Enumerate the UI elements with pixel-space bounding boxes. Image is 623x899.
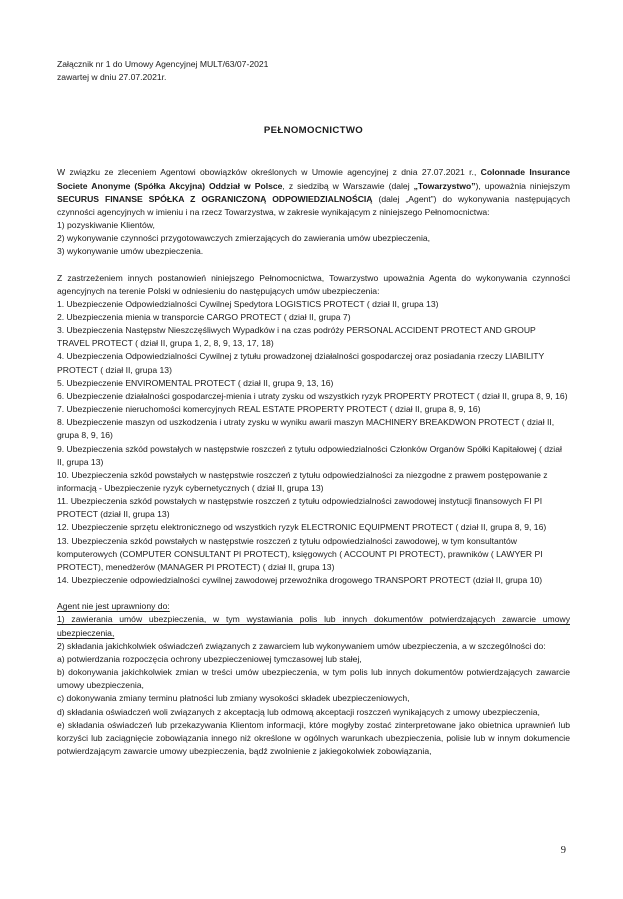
intro-body bbox=[57, 166, 570, 219]
intro-seg-4: (dalej „Agent”) do wykonywania następujących czynności agencyjnych w imieniu i na rzecz Towarzystwa, w zakresie wynikającym z niniejszego Pełnomocnictwa: bbox=[57, 193, 570, 217]
intro-seg-2: , z siedzibą w Warszawie (dalej bbox=[282, 180, 414, 191]
scope-item: 8. Ubezpieczenie maszyn od uszkodzenia i utraty zysku w wyniku awarii maszyn MACHINERY BREAKDWON PROTECT ( dział II, grupa 8, 9, 16) bbox=[57, 417, 555, 441]
document-header bbox=[57, 58, 570, 84]
intro-seg-1: W związku ze zleceniem Agentowi obowiązków określonych w Umowie agencyjnej z dnia 27.07.2021 r., bbox=[57, 167, 481, 178]
scope-item: 5. Ubezpieczenie ENVIROMENTAL PROTECT ( dział II, grupa 9, 13, 16) bbox=[57, 377, 334, 388]
intro-item-2: 2) wykonywanie czynności przygotowawczych zmierzających do zawierania umów ubezpieczenia, bbox=[57, 233, 431, 244]
page-number: 9 bbox=[560, 845, 566, 856]
scope-item: 10. Ubezpieczenia szkód powstałych w następstwie roszczeń z tytułu odpowiedzialności za niezgodne z prawem postępowanie z informacją - Ubezpieczenie ryzyk cybernetycznych ( dział II, grupa 13) bbox=[57, 469, 548, 493]
restrictions-heading-text: Agent nie jest uprawniony do: bbox=[57, 601, 170, 612]
party-colonnade: Colonnade Insurance Societe Anonyme (Spółka Akcyjna) Oddział w Polsce bbox=[57, 167, 570, 191]
scope-item: 7. Ubezpieczenie nieruchomości komercyjnych REAL ESTATE PROPERTY PROTECT ( dział II, grupa 8, 9, 16) bbox=[57, 404, 481, 415]
restrictions-paragraph bbox=[57, 600, 570, 758]
restrictions-item-1-text: 1) zawierania umów ubezpieczenia, w tym wystawiania polis lub innych dokumentów potwierdzających zawarcie umowy ubezpieczenia, bbox=[57, 614, 570, 638]
restrictions-item-2: 2) składania jakichkolwiek oświadczeń związanych z zawarciem lub wykonywaniem umów ubezpieczenia, a w szczególności do: bbox=[57, 640, 546, 651]
header-line-1: Załącznik nr 1 do Umowy Agencyjnej MULT/63/07-2021 bbox=[57, 59, 269, 69]
term-towarzystwo: „Towarzystwo” bbox=[413, 180, 476, 191]
intro-item-3: 3) wykonywanie umów ubezpieczenia. bbox=[57, 246, 204, 257]
intro-paragraph bbox=[57, 166, 570, 258]
header-line-2: zawartej w dniu 27.07.2021r. bbox=[57, 72, 167, 83]
scope-paragraph bbox=[57, 272, 570, 588]
scope-lead: Z zastrzeżeniem innych postanowień niniejszego Pełnomocnictwa, Towarzystwo upoważnia Agenta do wykonywania czynności agencyjnych na terenie Polski w odniesieniu do następujących umów ubezpieczenia: bbox=[57, 272, 570, 296]
scope-item: 12. Ubezpieczenie sprzętu elektronicznego od wszystkich ryzyk ELECTRONIC EQUIPMENT PROTECT ( dział II, grupa 8, 9, 16) bbox=[57, 522, 547, 533]
scope-item: 3. Ubezpieczenia Następstw Nieszczęśliwych Wypadków i na czas podróży PERSONAL ACCIDENT PROTECT AND GROUP TRAVEL PROTECT ( dział II, grupa 1, 2, 8, 9, 13, 17, 18) bbox=[57, 325, 536, 349]
scope-item: 13. Ubezpieczenia szkód powstałych w następstwie roszczeń z tytułu odpowiedzialności zawodowej, w tym konsultantów komputerowych (COMPUTER CONSULTANT PI PROTECT), księgowych ( ACCOUNT PI PROTECT), prawników ( LAWYER PI PROTECT), menedżerów (MANAGER PI PROTECT) ( dział II, grupa 13) bbox=[57, 535, 543, 572]
scope-item: 2. Ubezpieczenia mienia w transporcie CARGO PROTECT ( dział II, grupa 7) bbox=[57, 311, 351, 322]
scope-item: 14. Ubezpieczenie odpowiedzialności cywilnej zawodowej przewoźnika drogowego TRANSPORT PROTECT (dział II, grupa 10) bbox=[57, 575, 543, 586]
restrictions-subitem-d: d) składania oświadczeń woli związanych z akceptacją lub odmową akceptacji roszczeń wynikających z umowy ubezpieczenia, bbox=[57, 706, 540, 717]
restrictions-subitem-c: c) dokonywania zmiany terminu płatności lub zmiany wysokości składek ubezpieczeniowych, bbox=[57, 693, 410, 704]
scope-item: 6. Ubezpieczenie działalności gospodarczej-mienia i utraty zysku od wszystkich ryzyk PROPERTY PROTECT ( dział II, grupa 8, 9, 16) bbox=[57, 390, 568, 401]
restrictions-item-1 bbox=[57, 613, 570, 639]
party-securus: SECURUS FINANSE SPÓŁKA Z OGRANICZONĄ ODPOWIEDZIALNOŚCIĄ bbox=[57, 193, 373, 204]
scope-item: 11. Ubezpieczenia szkód powstałych w następstwie roszczeń z tytułu odpowiedzialności zawodowej instytucji finansowych FI PI PROTECT (dział II, grupa 13) bbox=[57, 496, 543, 520]
scope-item: 4. Ubezpieczenia Odpowiedzialności Cywilnej z tytułu prowadzonej działalności gospodarczej oraz posiadania rzeczy LIABILITY PROTECT ( dział II, grupa 13) bbox=[57, 351, 545, 375]
restrictions-subitem-b: b) dokonywania jakichkolwiek zmian w treści umów ubezpieczenia, w tym polis lub innych dokumentów potwierdzających zawarcie umowy ubezpieczenia, bbox=[57, 667, 570, 691]
intro-seg-3: ), upoważnia niniejszym bbox=[475, 180, 570, 191]
scope-item: 9. Ubezpieczenia szkód powstałych w następstwie roszczeń z tytułu odpowiedzialności Członków Organów Spółki Kapitałowej ( dział II, grupa 13) bbox=[57, 443, 562, 467]
restrictions-subitem-e: e) składania oświadczeń lub przekazywania Klientom informacji, które mogłyby zostać zinterpretowane jako obietnica uprawnień lub korzyści lub zaciągnięcie zobowiązania innego niż określone w ogólnych warunkach ubezpieczenia, polisie lub w innym dokumencie potwierdzającym zawarcie umowy ubezpieczenia, bądź zwolnienie z jakiegokolwiek zobowiązania, bbox=[57, 719, 570, 756]
page-title: PEŁNOMOCNICTWO bbox=[263, 125, 364, 137]
scope-item: 1. Ubezpieczenie Odpowiedzialności Cywilnej Spedytora LOGISTICS PROTECT ( dział II, grupa 13) bbox=[57, 298, 439, 309]
restrictions-heading bbox=[57, 600, 570, 613]
restrictions-subitem-a: a) potwierdzania rozpoczęcia ochrony ubezpieczeniowej tymczasowej lub stałej, bbox=[57, 653, 362, 664]
intro-item-1: 1) pozyskiwanie Klientów, bbox=[57, 220, 155, 231]
page-content bbox=[57, 58, 570, 758]
